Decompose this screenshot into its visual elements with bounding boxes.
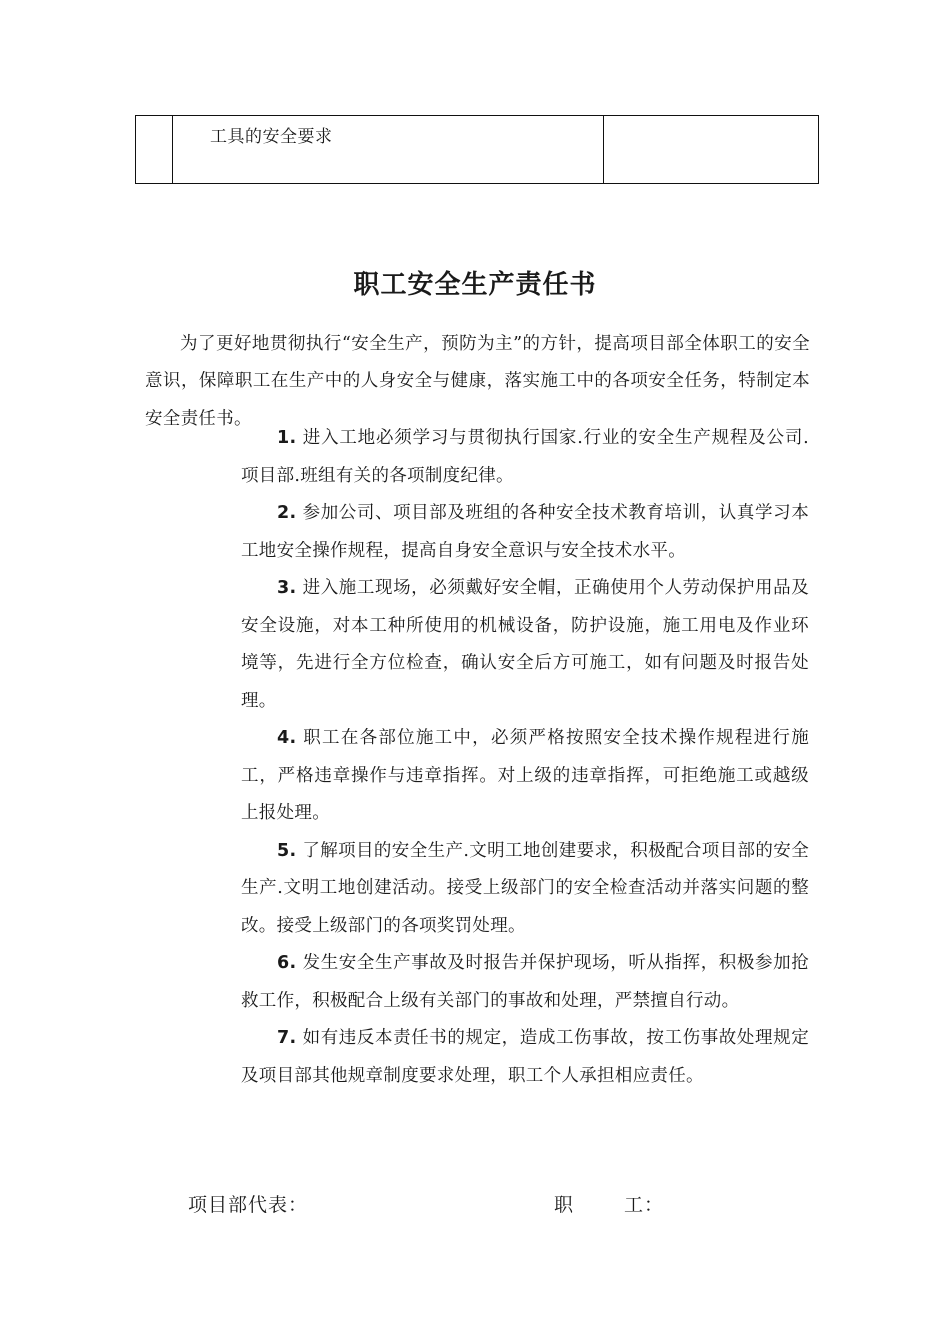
table-divider — [172, 116, 173, 183]
employee-label-part2: 工： — [624, 1194, 665, 1216]
list-item — [241, 833, 809, 946]
table-cell-text: 工具的安全要求 — [210, 127, 333, 147]
table-divider — [603, 116, 604, 183]
list-item — [241, 570, 809, 720]
list-item — [241, 720, 809, 833]
item-number: 4. — [277, 728, 297, 748]
item-number: 3. — [277, 578, 297, 598]
project-rep-signature-label: 项目部代表： — [188, 1194, 309, 1216]
list-item — [241, 495, 809, 570]
item-number: 2. — [277, 503, 297, 523]
item-text: 进入工地必须学习与贯彻执行国家.行业的安全生产规程及公司.项目部.班组有关的各项制度纪律。 — [241, 428, 809, 486]
intro-paragraph: 为了更好地贯彻执行“安全生产，预防为主”的方针，提高项目部全体职工的安全意识，保障职工在生产中的人身安全与健康，落实施工中的各项安全任务，特制定本安全责任书。 — [145, 333, 810, 429]
top-table-fragment — [135, 115, 819, 184]
item-text: 进入施工现场，必须戴好安全帽，正确使用个人劳动保护用品及安全设施，对本工种所使用的机械设备，防护设施，施工用电及作业环境等，先进行全方位检查，确认安全后方可施工，如有问题及时报告处理。 — [241, 578, 809, 711]
employee-signature-label — [554, 1190, 664, 1217]
item-number: 1. — [277, 428, 297, 448]
list-item — [241, 945, 809, 1020]
list-item — [241, 420, 809, 495]
item-text: 发生安全生产事故及时报告并保护现场，听从指挥，积极参加抢救工作，积极配合上级有关部门的事故和处理，严禁擅自行动。 — [241, 953, 809, 1011]
employee-label-part1: 职 — [554, 1194, 575, 1216]
item-text: 职工在各部位施工中，必须严格按照安全技术操作规程进行施工，严格违章操作与违章指挥。对上级的违章指挥，可拒绝施工或越级上报处理。 — [241, 728, 809, 823]
item-text: 了解项目的安全生产.文明工地创建要求，积极配合项目部的安全生产.文明工地创建活动。接受上级部门的安全检查活动并落实问题的整改。接受上级部门的各项奖罚处理。 — [241, 840, 809, 936]
item-number: 6. — [277, 953, 297, 973]
item-text: 如有违反本责任书的规定，造成工伤事故，按工伤事故处理规定及项目部其他规章制度要求处理，职工个人承担相应责任。 — [241, 1028, 809, 1086]
responsibility-list — [241, 420, 809, 1095]
item-number: 7. — [277, 1028, 297, 1048]
item-number: 5. — [277, 840, 297, 861]
item-text: 参加公司、项目部及班组的各种安全技术教育培训，认真学习本工地安全操作规程，提高自身安全意识与安全技术水平。 — [241, 503, 809, 561]
document-title: 职工安全生产责任书 — [353, 270, 597, 300]
list-item — [241, 1020, 809, 1095]
